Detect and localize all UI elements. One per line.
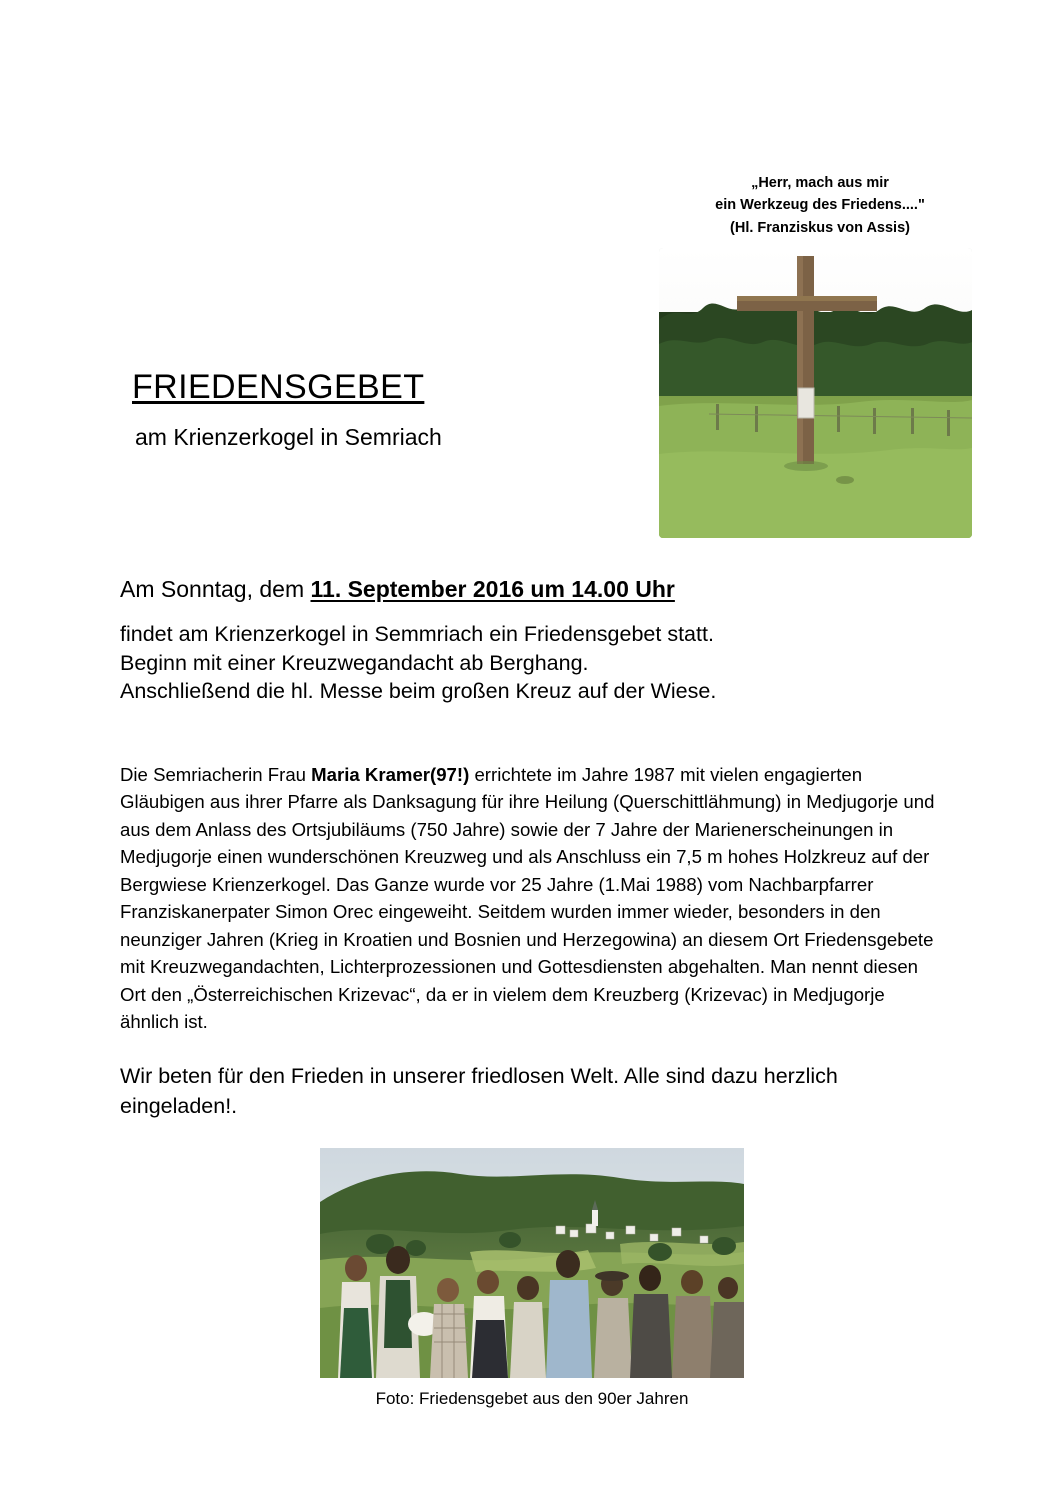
intro-line-3: Anschließend die hl. Messe beim großen Kreuz auf der Wiese. — [120, 679, 717, 704]
cross-photo — [659, 248, 972, 538]
event-date-prefix: Am Sonntag, dem — [120, 576, 311, 602]
closing-paragraph: Wir beten für den Frieden in unserer friedlosen Welt. Alle sind dazu herzlich eingeladen!. — [120, 1064, 838, 1118]
quote-source: (Hl. Franziskus von Assis) — [730, 219, 910, 236]
history-paragraph — [120, 761, 938, 1036]
quote-line-1: „Herr, mach aus mir — [751, 175, 889, 191]
intro-line-2: Beginn mit einer Kreuzwegandacht ab Berghang. — [120, 650, 589, 675]
event-date-line — [120, 576, 675, 603]
history-part-2: errichtete im Jahre 1987 mit vielen engagierten Gläubigen aus ihrer Pfarre als Danksagung für ihre Heilung (Querschittlähmung) in Medjugorje und aus dem Anlass des Ortsjubiläums (750 Jahre) sowie der 7 Jahre der Marienerscheinungen in Medjugorje einen wunderschönen Kreuzweg und als Anschluss ein 7,5 m hohes Holzkreuz auf der Bergwiese Krienzerkogel. Das Ganze wurde vor 25 Jahre (1.Mai 1988) vom Nachbarpfarrer Franziskanerpater Simon Orec eingeweiht. Seitdem wurden immer wieder, besonders in den neunziger Jahren (Krieg in Kroatien und Bosnien und Herzegowina) an diesem Ort Friedensgebete mit Kreuzwegandachten, Lichterprozessionen und Gottesdiensten abgehalten. Man nennt diesen Ort den „Österreichischen Krizevac“, da er in vielem dem Kreuzberg (Krizevac) in Medjugorje ähnlich ist. — [120, 763, 935, 1033]
intro-line-1: findet am Krienzerkogel in Semmriach ein Friedensgebet statt. — [120, 622, 714, 646]
page-title: FRIEDENSGEBET — [132, 368, 425, 406]
page-subtitle: am Krienzerkogel in Semriach — [135, 424, 442, 450]
event-date-emphasis: 11. September 2016 um 14.00 Uhr — [310, 576, 675, 602]
history-part-1: Die Semriacherin Frau — [120, 763, 312, 785]
quote-line-2: ein Werkzeug des Friedens...." — [715, 197, 925, 214]
group-photo — [320, 1148, 744, 1378]
group-photo-image — [320, 1148, 744, 1378]
history-person-name: Maria Kramer(97!) — [311, 763, 470, 785]
cross-photo-image — [659, 248, 972, 538]
photo-caption: Foto: Friedensgebet aus den 90er Jahren — [375, 1389, 689, 1408]
event-intro — [120, 620, 920, 706]
franziskus-quote — [660, 172, 980, 239]
